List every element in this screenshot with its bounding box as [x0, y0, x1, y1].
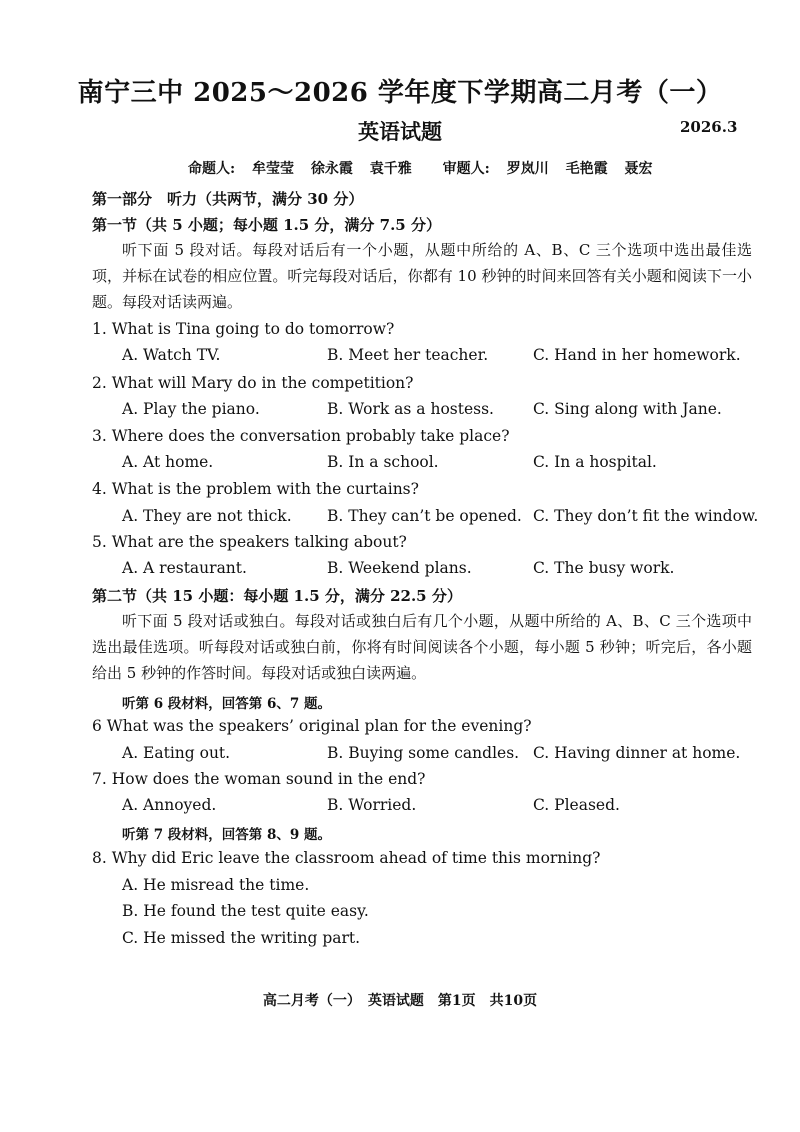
question-option: B. They can’t be opened. — [327, 507, 522, 525]
exam-date: 2026.3 — [680, 118, 738, 136]
reviewer-name: 罗岚川 — [506, 161, 549, 177]
reviewer-name: 毛艳霞 — [565, 161, 608, 177]
question-option: A. Watch TV. — [122, 346, 221, 364]
question-option: A. Eating out. — [122, 744, 231, 762]
exam-subtitle: 英语试题 — [358, 119, 442, 144]
exam-title: 南宁三中 2025～2026 学年度下学期高二月考（一） — [77, 78, 723, 108]
authors-label: 命题人: — [188, 161, 236, 177]
question-option: B. He found the test quite easy. — [122, 902, 369, 920]
section2-heading: 第二节（共 15 小题：每小题 1.5 分，满分 22.5 分） — [92, 587, 462, 605]
question-option: C. Having dinner at home. — [533, 744, 741, 762]
question-option: C. Hand in her homework. — [533, 346, 741, 364]
question-option: A. He misread the time. — [122, 876, 310, 894]
question-option: B. In a school. — [327, 453, 439, 471]
question-stem: 3. Where does the conversation probably take place? — [92, 427, 510, 445]
section2-instructions: 听下面 5 段对话或独白。每段对话或独白后有几个小题，从题中所给的 A、B、C 三个选项中选出最佳选项。听每段对话或独白前，你将有时间阅读各个小题，每小题 5 秒钟；听完后，各小题给出 5 秒钟的作答时间。每段对话或独白读两遍。 — [92, 612, 752, 682]
question-option: A. At home. — [122, 453, 214, 471]
question-option: A. Annoyed. — [122, 796, 217, 814]
author-name: 徐永霞 — [310, 161, 353, 177]
question-stem: 2. What will Mary do in the competition? — [92, 374, 414, 392]
question-option: B. Meet her teacher. — [327, 346, 489, 364]
question-stem: 5. What are the speakers talking about? — [92, 533, 407, 551]
part1-heading: 第一部分 听力（共两节，满分 30 分） — [92, 190, 364, 208]
question-option: B. Buying some candles. — [327, 744, 520, 762]
section1-heading: 第一节（共 5 小题；每小题 1.5 分，满分 7.5 分） — [92, 216, 441, 234]
question-option: C. In a hospital. — [533, 453, 657, 471]
question-option: C. Pleased. — [533, 796, 620, 814]
question-option: C. Sing along with Jane. — [533, 400, 722, 418]
question-option: A. They are not thick. — [122, 507, 292, 525]
question-option: B. Worried. — [327, 796, 417, 814]
author-name: 袁千雅 — [369, 161, 412, 177]
question-stem: 4. What is the problem with the curtains? — [92, 480, 419, 498]
question-stem: 7. How does the woman sound in the end? — [92, 770, 426, 788]
authors-line — [188, 158, 664, 178]
question-option: C. He missed the writing part. — [122, 929, 361, 947]
question-option: C. The busy work. — [533, 559, 675, 577]
question-stem: 8. Why did Eric leave the classroom ahead of time this morning? — [92, 849, 601, 867]
section1-instructions: 听下面 5 段对话。每段对话后有一个小题，从题中所给的 A、B、C 三个选项中选出最佳选项，并标在试卷的相应位置。听完每段对话后，你都有 10 秒钟的时间来回答有关小题和阅读下一小题。每段对话读两遍。 — [92, 241, 752, 311]
question-option: B. Weekend plans. — [327, 559, 472, 577]
question-option: B. Work as a hostess. — [327, 400, 494, 418]
question-option: A. A restaurant. — [122, 559, 247, 577]
passage-note: 听第 6 段材料，回答第 6、7 题。 — [122, 696, 331, 712]
reviewers-label: 审题人: — [442, 161, 490, 177]
page-footer: 高二月考（一） 英语试题 第1页 共10页 — [262, 993, 538, 1009]
question-stem: 6 What was the speakers’ original plan for the evening? — [92, 717, 532, 735]
question-stem: 1. What is Tina going to do tomorrow? — [92, 320, 395, 338]
author-name: 牟莹莹 — [252, 161, 295, 177]
passage-note: 听第 7 段材料，回答第 8、9 题。 — [122, 827, 331, 843]
question-option: C. They don’t fit the window. — [533, 507, 759, 525]
question-option: A. Play the piano. — [122, 400, 260, 418]
reviewer-name: 聂宏 — [624, 161, 653, 177]
